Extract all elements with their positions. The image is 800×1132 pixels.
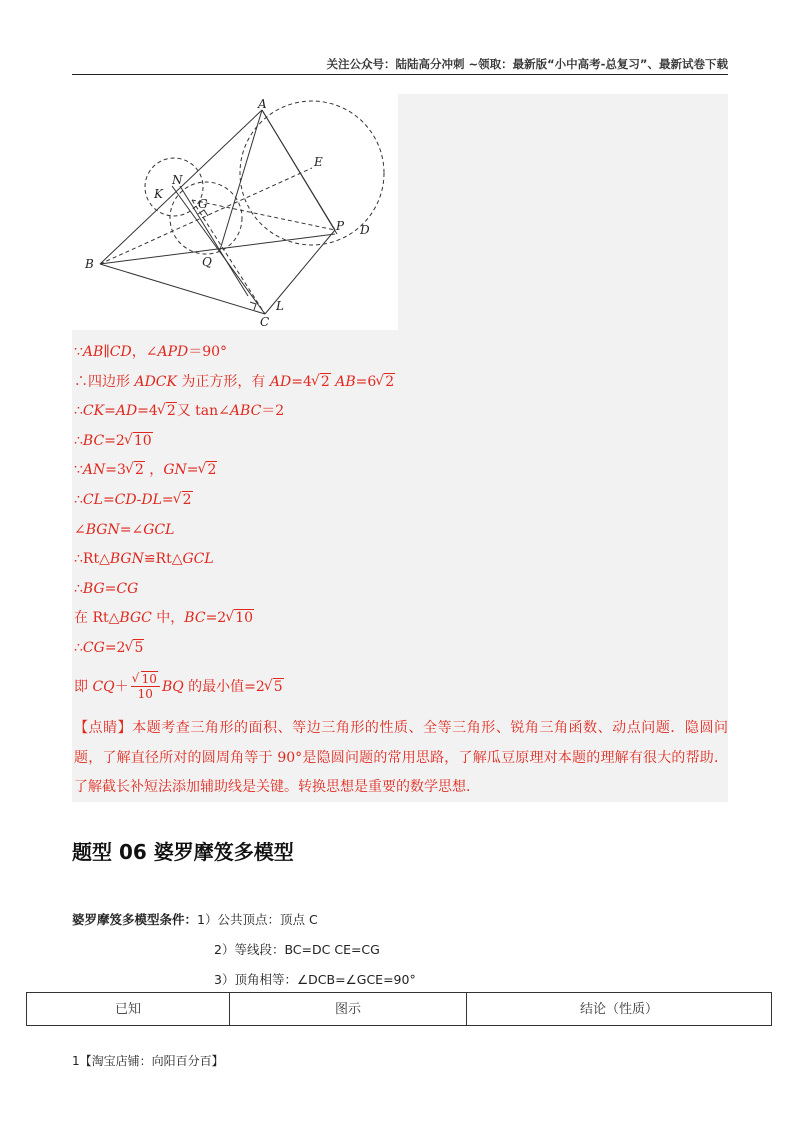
solution-line-1: ∵AB∥CD，∠APD＝90° xyxy=(74,344,228,360)
conditions-label: 婆罗摩笈多模型条件： xyxy=(72,912,198,927)
solution-line-11: ∴CG=2√ 5 xyxy=(74,634,724,664)
model-conditions-1: 婆罗摩笈多模型条件：1）公共顶点：顶点 C xyxy=(72,912,318,927)
label-c: C xyxy=(260,315,270,329)
solution-line-6: ∴CL=CD-DL=√ 2 xyxy=(74,486,724,516)
label-e: E xyxy=(314,155,323,169)
sqrt-symbol: √ 10 xyxy=(133,672,158,686)
right-angle-mark-l xyxy=(250,302,256,310)
label-d: D xyxy=(360,223,370,237)
label-a: A xyxy=(258,97,267,111)
sqrt-symbol: √ 2 xyxy=(376,368,395,398)
segment-ap xyxy=(262,110,337,234)
label-n: N xyxy=(172,173,183,187)
segment-aq xyxy=(220,110,262,250)
table-header-figure: 图示 xyxy=(230,993,467,1026)
sqrt-symbol: √ 2 xyxy=(174,486,193,516)
header-rule xyxy=(72,74,728,75)
solution-steps xyxy=(74,338,724,710)
sqrt-symbol: √ 2 xyxy=(198,456,217,486)
model-conditions-2: 2）等线段：BC=DC CE=CG xyxy=(214,942,380,957)
page-header: 关注公众号：陆陆高分冲刺 ~领取：最新版“小中高考-总复习”、最新试卷下载 xyxy=(326,57,728,71)
sqrt-symbol: √ 5 xyxy=(265,664,284,710)
sqrt-symbol: √ 10 xyxy=(226,604,254,634)
solution-line-8: ∴Rt△BGN≌Rt△GCL xyxy=(74,551,214,568)
geometry-figure xyxy=(72,94,398,330)
segment-gd xyxy=(192,200,335,230)
solution-line-10: 在 Rt△BGC 中，BC=2√ 10 xyxy=(74,604,724,634)
label-b: B xyxy=(85,257,94,271)
page-footer: 1【淘宝店铺：向阳百分百】 xyxy=(72,1054,224,1068)
model-table xyxy=(26,992,772,1026)
label-k: K xyxy=(154,187,163,201)
section-title: 题型 06 婆罗摩笈多模型 xyxy=(72,840,294,864)
label-g: G xyxy=(198,197,208,211)
sqrt-symbol: √ 2 xyxy=(312,368,331,398)
solution-line-3: ∴CK=AD=4√ 2又 tan∠ABC＝2 xyxy=(74,397,724,427)
table-header-conclusion: 结论（性质） xyxy=(467,993,772,1026)
solution-line-9: ∴BG=CG xyxy=(74,580,139,597)
segment-nl xyxy=(180,186,248,296)
geometry-diagram xyxy=(72,94,398,330)
sqrt-symbol: √ 2 xyxy=(158,397,177,427)
solution-line-2: ∴四边形 ADCK 为正方形，有 AD=4√ 2 AB=6√ 2 xyxy=(74,368,724,398)
solution-line-4: ∴BC=2√ 10 xyxy=(74,427,724,457)
sqrt-symbol: √ 2 xyxy=(126,456,145,486)
solution-line-5: ∵AN=3√ 2 ，GN=√ 2 xyxy=(74,456,724,486)
solution-line-7: ∠BGN=∠GCL xyxy=(74,521,175,538)
model-conditions-3: 3）顶角相等：∠DCB=∠GCE=90° xyxy=(214,972,416,987)
solution-line-12: 即 CQ＋ √ $\frac{10}{10}$ BQ 的最小值=2√ 5 xyxy=(74,664,724,710)
label-q: Q xyxy=(202,255,212,269)
label-p: P xyxy=(336,219,345,233)
sqrt-symbol: √ 5 xyxy=(125,634,144,664)
fraction: √ $\frac{10}{10}$ xyxy=(131,672,160,701)
segment-kc xyxy=(172,186,265,314)
key-point-note: 【点睛】本题考查三角形的面积、等边三角形的性质、全等三角形、锐角三角函数、动点问题．隐圆问题，了解直径所对的圆周角等于 90°是隐圆问题的常用思路，了解瓜豆原理对本题的理解有很大的帮助．了解截长补短法添加辅助线是关键。转换思想是重要的数学思想． xyxy=(74,720,728,795)
circle-middle xyxy=(170,182,242,254)
sqrt-symbol: √ 10 xyxy=(125,427,153,457)
table-header-known: 已知 xyxy=(27,993,230,1026)
label-l: L xyxy=(276,299,284,313)
segment-bc xyxy=(100,264,265,314)
